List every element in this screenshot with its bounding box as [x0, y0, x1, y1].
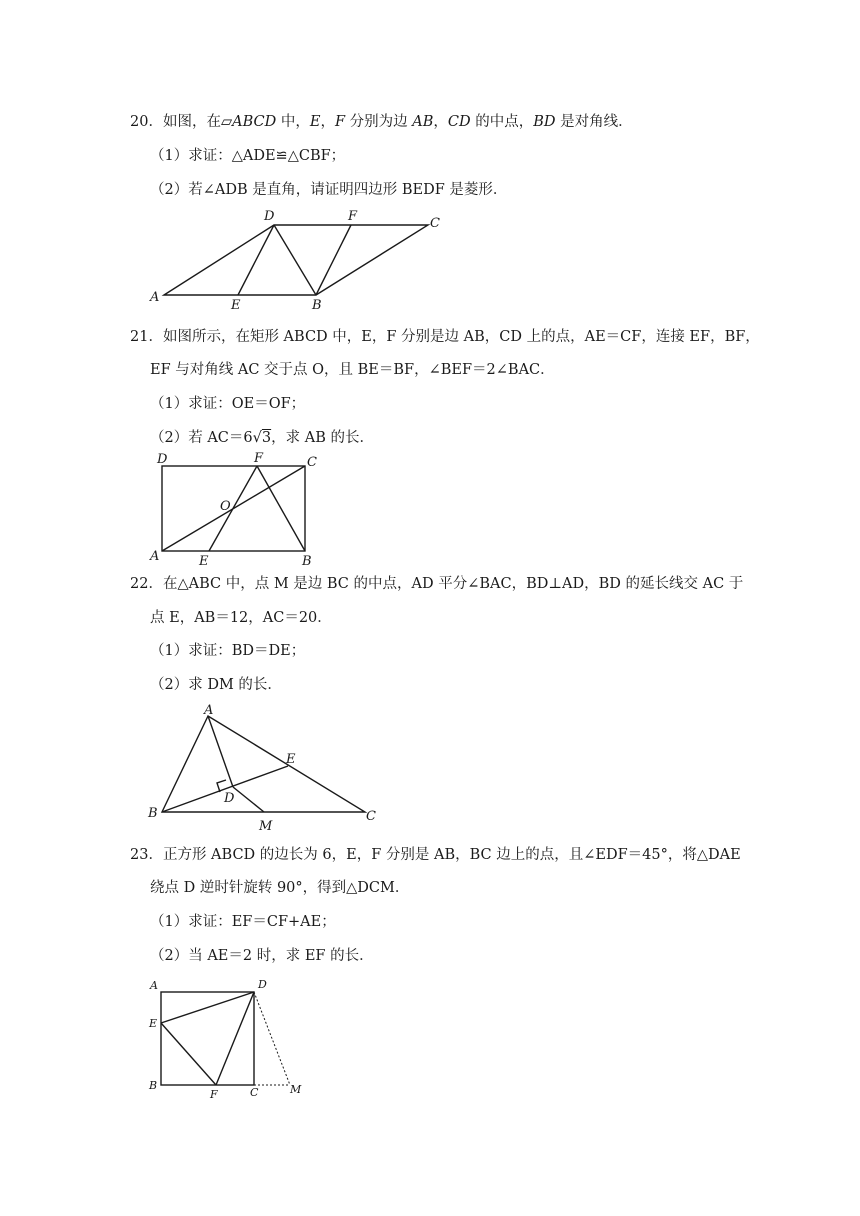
segment-df [216, 992, 254, 1085]
label-a: A [150, 290, 160, 305]
q20-text-11: 的中点， [470, 114, 534, 130]
q20-text-12: BD [533, 114, 556, 130]
label-b: B [302, 554, 312, 569]
sqrt-symbol: √ [252, 430, 262, 446]
q20-text-8: AB [412, 114, 434, 130]
q21-part-2 [150, 428, 374, 448]
parallelogram-icon: ▱ [220, 114, 233, 130]
q20-text-7: 分别为边 [345, 114, 413, 130]
triangle-abc [162, 716, 365, 812]
label-a: A [204, 703, 214, 718]
label-d: D [157, 452, 168, 467]
label-d: D [264, 209, 275, 224]
q21-figure [140, 448, 340, 570]
label-c: C [307, 455, 317, 470]
segment-db [274, 225, 316, 295]
q20-text-6: F [334, 114, 345, 130]
label-c: C [366, 809, 376, 824]
sqrt-radicand: 3 [261, 430, 272, 446]
q20-stem [130, 112, 633, 132]
label-m: M [290, 1083, 302, 1096]
segment-de [238, 225, 274, 295]
label-d: D [224, 791, 235, 806]
q22-line-1-text: 在△ABC 中，点 M 是边 BC 的中点，AD 平分∠BAC，BD⊥AD，BD 的延长线交 AC 于 [162, 576, 744, 592]
q23-part-2: （2）当 AE＝2 时，求 EF 的长． [150, 948, 374, 964]
label-b: B [312, 298, 322, 313]
q20-figure [140, 205, 460, 315]
q22-line-2: 点 E，AB＝12，AC＝20． [150, 610, 332, 626]
q20-part-2: （2）若∠ADB 是直角，请证明四边形 BEDF 是菱形． [150, 182, 508, 198]
q21-part-1: （1）求证：OE＝OF； [150, 396, 306, 412]
label-e: E [149, 1017, 158, 1030]
label-c: C [250, 1086, 259, 1099]
parallelogram-abcd [164, 225, 428, 295]
label-e: E [199, 554, 209, 569]
q20-text-3: 中， [276, 114, 310, 130]
label-f: F [210, 1088, 218, 1101]
q21-part-2-a: （2）若 AC＝6 [150, 430, 253, 446]
q21-part-2-b: ，求 AB 的长． [271, 430, 374, 446]
q21-line-1-text: 如图所示，在矩形 ABCD 中，E，F 分别是边 AB，CD 上的点，AE＝CF，连接 EF，BF， [162, 329, 760, 345]
q22-number: 22． [130, 576, 163, 592]
label-e: E [286, 752, 296, 767]
q20-number: 20． [130, 114, 163, 130]
q23-line-1 [130, 845, 741, 865]
label-d: D [258, 978, 267, 991]
q20-text-13: 是对角线． [555, 114, 633, 130]
label-a: A [150, 979, 158, 992]
q22-figure [140, 700, 390, 835]
segment-ad [208, 716, 233, 787]
label-f: F [254, 451, 264, 466]
label-m: M [259, 819, 273, 834]
q20-text-9: ， [433, 114, 448, 130]
q23-line-2: 绕点 D 逆时针旋转 90°，得到△DCM． [150, 880, 410, 896]
label-b: B [148, 806, 158, 821]
q23-number: 23． [130, 847, 163, 863]
q22-part-1: （1）求证：BD＝DE； [150, 643, 306, 659]
q20-text-1: 如图，在 [162, 114, 221, 130]
label-e: E [231, 298, 241, 313]
q22-line-1 [130, 574, 743, 594]
label-o: O [220, 499, 231, 514]
q21-number: 21． [130, 329, 163, 345]
q21-line-2: EF 与对角线 AC 交于点 O，且 BE＝BF，∠BEF＝2∠BAC． [150, 362, 555, 378]
q22-part-2: （2）求 DM 的长． [150, 677, 282, 693]
q20-text-2: ABCD [232, 114, 277, 130]
label-b: B [149, 1079, 158, 1092]
q20-text-10: CD [447, 114, 471, 130]
segment-dm [254, 992, 290, 1085]
label-c: C [430, 216, 440, 231]
segment-dm [233, 787, 264, 812]
q23-line-1-text: 正方形 ABCD 的边长为 6，E，F 分别是 AB，BC 边上的点，且∠EDF＝45°，将△DAE [162, 847, 741, 863]
q23-figure [140, 972, 315, 1102]
segment-de [161, 992, 254, 1023]
q20-text-4: E [309, 114, 321, 130]
q23-part-1: （1）求证：EF＝CF+AE； [150, 914, 336, 930]
q21-line-1 [130, 327, 760, 347]
label-f: F [348, 209, 358, 224]
segment-ef [161, 1023, 216, 1085]
label-a: A [150, 549, 160, 564]
segment-fb [257, 466, 305, 551]
segment-ef [209, 466, 257, 551]
q20-part-1: （1）求证：△ADE≌△CBF； [150, 148, 346, 164]
q20-text-5: ， [320, 114, 335, 130]
